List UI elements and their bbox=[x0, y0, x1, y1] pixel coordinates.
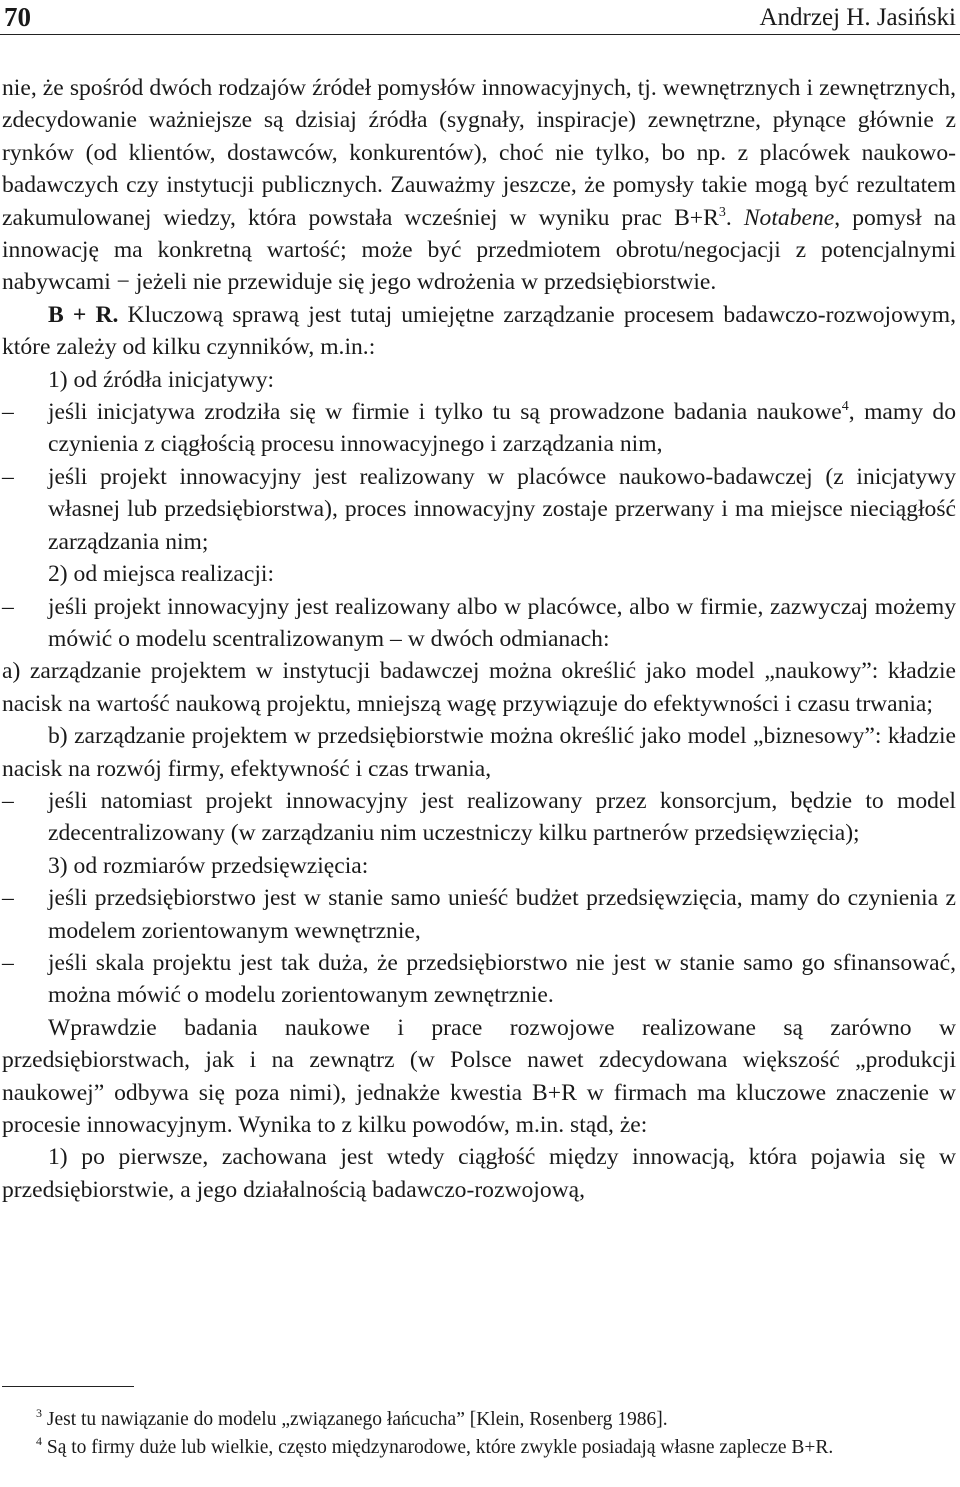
running-author: Andrzej H. Jasiński bbox=[759, 4, 956, 31]
footnote-ref-4[interactable]: 4 bbox=[841, 399, 849, 415]
sub-item-a: a) zarządzanie projektem w instytucji badawczej można określić jako model „naukowy”: kładzie nacisk na wartość naukową projektu, mniejszą wagę przywiązuje do efektywności i czasu trwania; bbox=[2, 658, 956, 717]
dash-item: – jeśli inicjatywa zrodziła się w firmie i tylko tu są prowadzone badania naukowe$^4$, mamy do czynienia z ciągłością procesu innowacyjnego i zarządzania nim, bbox=[2, 399, 957, 458]
page-number: 70 bbox=[4, 2, 31, 32]
dash-item: – jeśli przedsiębiorstwo jest w stanie samo unieść budżet przedsięwzięcia, mamy do czynienia z modelem zorientowanym wewnętrznie, bbox=[2, 885, 956, 944]
dash-item: – jeśli projekt innowacyjny jest realizowany w placówce naukowo-badawczej (z inicjatywy własnej lub przedsiębiorstwa), proces innowacyjny zostaje przerwany i ma miejsce nieciągłość zarządzania nim; bbox=[2, 463, 956, 555]
footnote-divider bbox=[2, 1386, 134, 1387]
sub-item-b: b) zarządzanie projektem w przedsiębiorstwie można określić jako model „biznesowy”: kładzie nacisk na rozwój firmy, efektywność i czas trwania, bbox=[2, 723, 956, 782]
dash-item: – jeśli skala projektu jest tak duża, że przedsiębiorstwo nie jest w stanie samo go sfinansować, można mówić o modelu zorientowanym zewnętrznie. bbox=[2, 949, 956, 1009]
list-item-1: 1) od źródła inicjatywy: bbox=[48, 366, 275, 393]
dash-item: – jeśli natomiast projekt innowacyjny jest realizowany przez konsorcjum, będzie to model zdecentralizowany (w zarządzaniu nim uczestniczy kilku partnerów przedsięwzięcia); bbox=[2, 787, 956, 847]
paragraph-2: B + R. Kluczową sprawą jest tutaj umiejętne zarządzanie procesem badawczo-rozwojowym, które zależy od kilku czynników, m.in.: bbox=[2, 301, 956, 361]
list-item-2: 2) od miejsca realizacji: bbox=[48, 561, 274, 588]
paragraph-3: Wprawdzie badania naukowe i prace rozwojowe realizowane są zarówno w przedsiębiorstwach, jak i na zewnątrz (w Polsce nawet zdecydowana większość „produkcji naukowej” odbywa się poza nimi), jednakże kwestia B+R w firmach ma kluczowe znaczenie w procesie innowacyjnym. Wynika to z kilku powodów, m.in. stąd, że: bbox=[2, 1014, 956, 1138]
section-run-in-heading: B + R. bbox=[48, 301, 119, 328]
footnote-4: $^4$ Są to firmy duże lub wielkie, często międzynarodowe, które zwykle posiadają własne zaplecze B+R. bbox=[36, 1434, 834, 1458]
dash-item: – jeśli projekt innowacyjny jest realizowany albo w placówce, albo w firmie, zazwyczaj możemy mówić o modelu scentralizowanym – w dwóch odmianach: bbox=[2, 593, 956, 652]
footnote-3: $^3$ Jest tu nawiązanie do modelu „związanego łańcucha” [Klein, Rosenberg 1986]. bbox=[36, 1406, 668, 1430]
list-item-3: 3) od rozmiarów przedsięwzięcia: bbox=[48, 852, 369, 879]
body-text bbox=[2, 72, 956, 1206]
paragraph-4: 1) po pierwsze, zachowana jest wtedy ciągłość między innowacją, która pojawia się w przedsiębiorstwie, a jego działalnością badawczo-rozwojową, bbox=[2, 1144, 956, 1203]
footnote-ref-3[interactable]: 3 bbox=[718, 204, 726, 220]
paragraph-1: nie, że spośród dwóch rodzajów źródeł pomysłów innowacyjnych, tj. wewnętrznych i zewnętrznych, zdecydowanie ważniejsze są dzisiaj źródła (sygnały, inspiracje) zewnętrzne, płynące głównie z rynków (od klientów, dostawców, konkurentów), choć nie tylko, bo np. z placówek naukowo-badawczych czy instytucji publicznych. Zauważmy jeszcze, że pomysły takie mogą być rezultatem zakumulowanej wiedzy, która powstała wcześniej w wyniku prac $B+R^3$. Notabene, pomysł na innowację ma konkretną wartość; może być przedmiotem obrotu/negocjacji z potencjalnymi nabywcami − jeżeli nie przewiduje się jego wdrożenia w przedsiębiorstwie. bbox=[2, 75, 957, 296]
footnotes bbox=[2, 1406, 956, 1462]
running-header bbox=[0, 0, 960, 35]
